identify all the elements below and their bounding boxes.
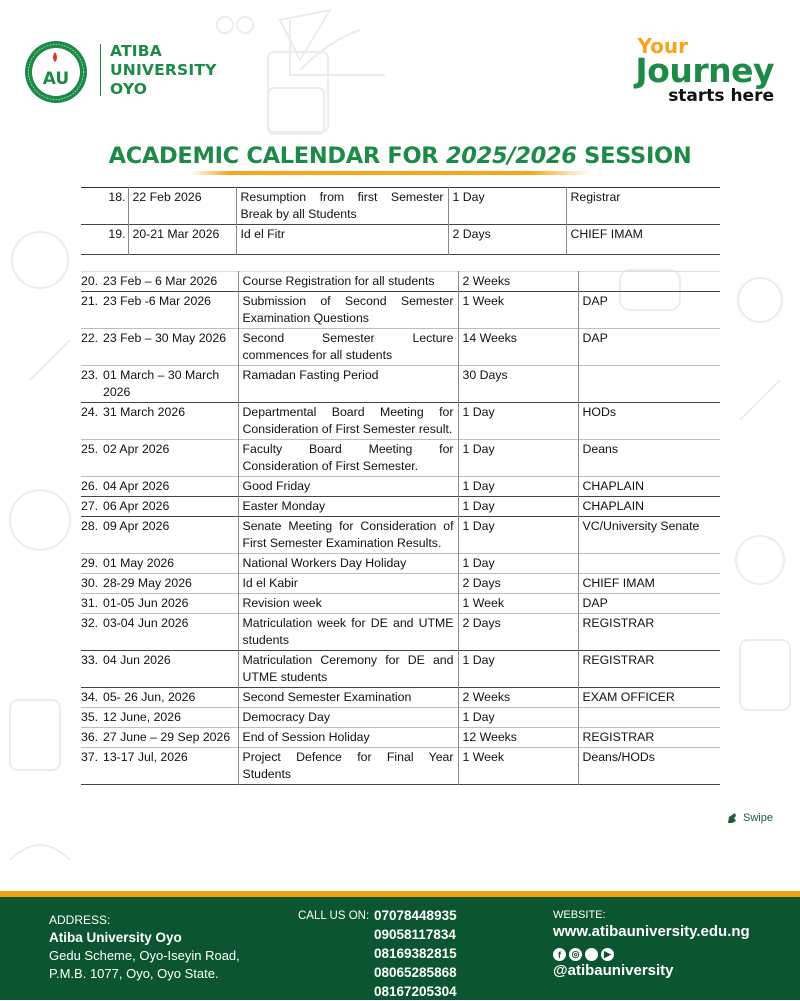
row-number-date (81, 574, 238, 594)
row-duration: 1 Day (458, 708, 578, 728)
row-number-date (81, 440, 238, 477)
row-number-date (81, 477, 238, 497)
row-duration: 2 Days (458, 574, 578, 594)
row-number-date (81, 594, 238, 614)
row-duration: 1 Day (458, 477, 578, 497)
row-activity: Good Friday (238, 477, 458, 497)
table-row (81, 651, 720, 688)
row-duration: 2 Days (458, 614, 578, 651)
slogan-starts-here: starts here (668, 86, 774, 106)
university-name-line: OYO (110, 80, 148, 98)
row-responsible: CHAPLAIN (578, 477, 720, 497)
row-duration: 1 Day (458, 651, 578, 688)
table-row (81, 440, 720, 477)
slogan-journey: Journey (635, 51, 774, 90)
page-title (0, 143, 800, 169)
row-number-date (81, 517, 238, 554)
logo-divider (100, 44, 101, 96)
row-responsible: CHIEF IMAM (578, 574, 720, 594)
row-responsible: REGISTRAR (578, 728, 720, 748)
university-name-line: UNIVERSITY (110, 61, 217, 79)
row-number: 34. (81, 690, 99, 704)
facebook-icon[interactable]: f (553, 948, 566, 961)
row-date: 13-17 Jul, 2026 (103, 750, 188, 764)
row-number: 27. (81, 499, 99, 513)
row-date: 22 Feb 2026 (128, 188, 236, 225)
table-row (81, 292, 720, 329)
row-date: 05- 26 Jun, 2026 (103, 690, 196, 704)
row-activity: Matriculation week for DE and UTME students (238, 614, 458, 651)
row-number-date (81, 292, 238, 329)
row-date: 23 Feb -6 Mar 2026 (103, 294, 212, 308)
row-activity: Senate Meeting for Consideration of First Semester Examination Results. (238, 517, 458, 554)
row-activity: Course Registration for all students (238, 272, 458, 292)
row-responsible (578, 708, 720, 728)
instagram-icon[interactable]: ◎ (569, 948, 582, 961)
row-duration: 1 Week (458, 292, 578, 329)
row-responsible: REGISTRAR (578, 651, 720, 688)
row-activity: Ramadan Fasting Period (238, 366, 458, 403)
row-date: 04 Jun 2026 (103, 653, 171, 667)
row-responsible: Deans/HODs (578, 748, 720, 785)
row-date: 31 March 2026 (103, 405, 186, 419)
row-number: 32. (81, 616, 99, 630)
row-activity: Submission of Second Semester Examination Questions (238, 292, 458, 329)
row-number: 28. (81, 519, 99, 533)
row-date: 23 Feb – 30 May 2026 (103, 331, 227, 345)
row-duration: 14 Weeks (458, 329, 578, 366)
row-activity: Revision week (238, 594, 458, 614)
row-number: 25. (81, 442, 99, 456)
row-activity: Second Semester Lecture commences for all students (238, 329, 458, 366)
table-row (81, 748, 720, 785)
row-number: 22. (81, 331, 99, 345)
social-handle[interactable]: @atibauniversity (553, 962, 674, 979)
table-row (81, 272, 720, 292)
row-number-date (81, 329, 238, 366)
footer (0, 897, 800, 1000)
row-number: 29. (81, 556, 99, 570)
row-number-date (81, 403, 238, 440)
row-number: 23. (81, 368, 99, 382)
row-number: 33. (81, 653, 99, 667)
row-number: 37. (81, 750, 99, 764)
twitter-icon[interactable] (585, 948, 598, 961)
title-main: ACADEMIC CALENDAR FOR (108, 143, 446, 169)
row-activity: Faculty Board Meeting for Consideration of First Semester. (238, 440, 458, 477)
table-row (81, 688, 720, 708)
row-date: 12 June, 2026 (103, 710, 181, 724)
row-number: 19. (108, 227, 126, 241)
slogan (635, 36, 774, 106)
row-responsible (578, 366, 720, 403)
row-date: 06 Apr 2026 (103, 499, 170, 513)
row-date: 04 Apr 2026 (103, 479, 170, 493)
row-activity: Second Semester Examination (238, 688, 458, 708)
row-activity: Resumption from first Semester Break by all Students (236, 188, 448, 225)
phone-number[interactable]: 07078448935 (374, 908, 457, 923)
swipe-hand-icon (726, 812, 738, 824)
row-duration: 1 Week (458, 594, 578, 614)
row-number: 35. (81, 710, 99, 724)
row-date: 01 May 2026 (103, 556, 175, 570)
phone-number[interactable]: 08167205304 (374, 984, 457, 999)
row-responsible: Deans (578, 440, 720, 477)
table-row (81, 188, 720, 225)
row-activity: Easter Monday (238, 497, 458, 517)
table-row (81, 594, 720, 614)
row-number-date (81, 708, 238, 728)
row-date: 20-21 Mar 2026 (128, 225, 236, 255)
row-date: 01 March – 30 March 2026 (103, 368, 220, 399)
row-number: 31. (81, 596, 99, 610)
row-date: 03-04 Jun 2026 (103, 616, 189, 630)
social-icons (553, 948, 750, 961)
address-name: Atiba University Oyo (49, 930, 182, 945)
university-name (110, 42, 217, 99)
row-duration: 1 Week (458, 748, 578, 785)
row-responsible: Registrar (566, 188, 720, 225)
row-date: 01-05 Jun 2026 (103, 596, 189, 610)
row-duration: 30 Days (458, 366, 578, 403)
title-session-year: 2025/2026 (445, 143, 577, 169)
address-block (49, 911, 240, 983)
phone-number[interactable]: 08169382815 (374, 946, 457, 961)
row-duration: 2 Weeks (458, 272, 578, 292)
phone-number[interactable]: 08065285868 (374, 965, 457, 980)
row-number: 21. (81, 294, 99, 308)
row-duration: 1 Day (458, 517, 578, 554)
row-activity: End of Session Holiday (238, 728, 458, 748)
row-activity: Departmental Board Meeting for Consideration of First Semester result. (238, 403, 458, 440)
row-number-date (81, 748, 238, 785)
phone-list (374, 906, 457, 1001)
row-number-date (81, 366, 238, 403)
website-block (553, 909, 750, 979)
row-responsible (578, 554, 720, 574)
table-row (81, 728, 720, 748)
row-responsible: DAP (578, 329, 720, 366)
row-activity: Id el Fitr (236, 225, 448, 255)
row-responsible: DAP (578, 594, 720, 614)
row-date: 02 Apr 2026 (103, 442, 170, 456)
table-row (81, 477, 720, 497)
youtube-icon[interactable]: ▶ (601, 948, 614, 961)
svg-text:AU: AU (42, 69, 70, 89)
row-date: 23 Feb – 6 Mar 2026 (103, 274, 218, 288)
slogan-your: Your (637, 34, 688, 58)
calendar-table-part2 (81, 271, 720, 785)
website-label: WEBSITE: (553, 909, 606, 921)
title-end: SESSION (576, 143, 692, 169)
row-activity: National Workers Day Holiday (238, 554, 458, 574)
row-date: 27 June – 29 Sep 2026 (103, 730, 231, 744)
university-name-line: ATIBA (110, 42, 162, 60)
row-responsible: HODs (578, 403, 720, 440)
title-underline (190, 171, 590, 175)
row-number-date (81, 272, 238, 292)
row-responsible: DAP (578, 292, 720, 329)
row-number: 24. (81, 405, 99, 419)
row-duration: 1 Day (458, 440, 578, 477)
row-responsible: REGISTRAR (578, 614, 720, 651)
row-number: 26. (81, 479, 99, 493)
university-logo (24, 40, 88, 104)
row-number: 36. (81, 730, 99, 744)
row-activity: Id el Kabir (238, 574, 458, 594)
row-duration: 2 Days (448, 225, 566, 255)
table-row (81, 554, 720, 574)
table-row (81, 708, 720, 728)
row-responsible (578, 272, 720, 292)
row-number-date (81, 497, 238, 517)
table-row (81, 614, 720, 651)
notebook-doodle (268, 52, 328, 132)
row-number: 30. (81, 576, 99, 590)
swipe-hint[interactable] (726, 812, 773, 824)
table-row (81, 403, 720, 440)
row-duration: 1 Day (458, 403, 578, 440)
row-duration: 1 Day (458, 497, 578, 517)
row-responsible: EXAM OFFICER (578, 688, 720, 708)
row-number: 20. (81, 274, 99, 288)
row-date: 09 Apr 2026 (103, 519, 170, 533)
row-number-date (81, 728, 238, 748)
row-duration: 12 Weeks (458, 728, 578, 748)
row-responsible: VC/University Senate (578, 517, 720, 554)
row-number: 18. (108, 190, 126, 204)
calendar-table-part1 (81, 187, 720, 255)
row-number-date (81, 554, 238, 574)
website-link[interactable]: www.atibauniversity.edu.ng (553, 923, 750, 940)
row-duration: 1 Day (458, 554, 578, 574)
row-duration: 2 Weeks (458, 688, 578, 708)
table-row (81, 329, 720, 366)
table-row (81, 497, 720, 517)
table-row (81, 225, 720, 255)
phone-number[interactable]: 09058117834 (374, 927, 456, 942)
address-line: Gedu Scheme, Oyo-Iseyin Road, (49, 948, 240, 963)
table-row (81, 574, 720, 594)
row-date: 28-29 May 2026 (103, 576, 192, 590)
table-row (81, 517, 720, 554)
row-activity: Project Defence for Final Year Students (238, 748, 458, 785)
row-number-date (81, 651, 238, 688)
address-line: P.M.B. 1077, Oyo, Oyo State. (49, 966, 219, 981)
row-activity: Democracy Day (238, 708, 458, 728)
row-responsible: CHIEF IMAM (566, 225, 720, 255)
row-activity: Matriculation Ceremony for DE and UTME students (238, 651, 458, 688)
table-row (81, 366, 720, 403)
call-label: CALL US ON: (298, 910, 370, 922)
row-number-date (81, 688, 238, 708)
swipe-label: Swipe (743, 812, 773, 824)
row-responsible: CHAPLAIN (578, 497, 720, 517)
row-duration: 1 Day (448, 188, 566, 225)
address-label: ADDRESS: (49, 913, 111, 927)
row-number-date (81, 614, 238, 651)
